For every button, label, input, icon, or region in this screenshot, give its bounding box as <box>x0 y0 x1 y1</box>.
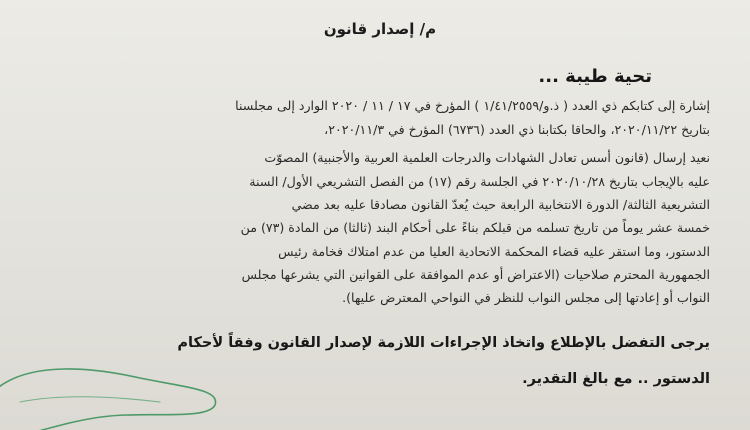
letter-greeting: تحية طيبة ... <box>538 66 652 87</box>
body-line: بتاريخ ٢٠٢٠/١١/٢٢، والحاقا بكتابنا ذي العدد (٦٧٣٦) المؤرخ في ٢٠٢٠/١١/٣، <box>324 122 710 137</box>
body-line: التشريعية الثالثة/ الدورة الانتخابية الرابعة حيث يُعدّ القانون مصادقا عليه بعد مضي <box>291 197 710 212</box>
body-line: خمسة عشر يوماً من تاريخ تسلمه من قبلكم بناءً على أحكام البند (ثالثا) من المادة (٧٣) من <box>240 220 710 235</box>
body-line: النواب أو إعادتها إلى مجلس النواب للنظر في النواحي المعترض عليها). <box>342 290 710 305</box>
body-line: إشارة إلى كتابكم ذي العدد ( ذ.و/١/٤١/٢٥٥٩ ) المؤرخ في ١٧ / ١١ / ٢٠٢٠ الوارد إلى مجلسنا <box>235 98 710 113</box>
closing-line: الدستور .. مع بالغ التقدير. <box>522 371 710 387</box>
letter-subject: م/ إصدار قانون <box>323 20 437 38</box>
body-line: عليه بالإيجاب بتاريخ ٢٠٢٠/١٠/٢٨ في الجلسة رقم (١٧) من الفصل التشريعي الأول/ السنة <box>249 174 710 189</box>
closing-line: يرجى التفضل بالإطلاع واتخاذ الإجراءات اللازمة لإصدار القانون وفقاً لأحكام <box>177 335 710 351</box>
handwritten-signature <box>0 350 240 430</box>
body-line: الدستور، وما استقر عليه قضاء المحكمة الاتحادية العليا من عدم امتلاك فخامة رئيس <box>278 244 710 259</box>
body-line: الجمهورية المحترم صلاحيات (الاعتراض أو عدم الموافقة على القوانين التي يشرعها مجلس <box>241 267 710 282</box>
body-line: نعيد إرسال (قانون أسس تعادل الشهادات والدرجات العلمية العربية والأجنبية) المصوّت <box>264 150 710 165</box>
